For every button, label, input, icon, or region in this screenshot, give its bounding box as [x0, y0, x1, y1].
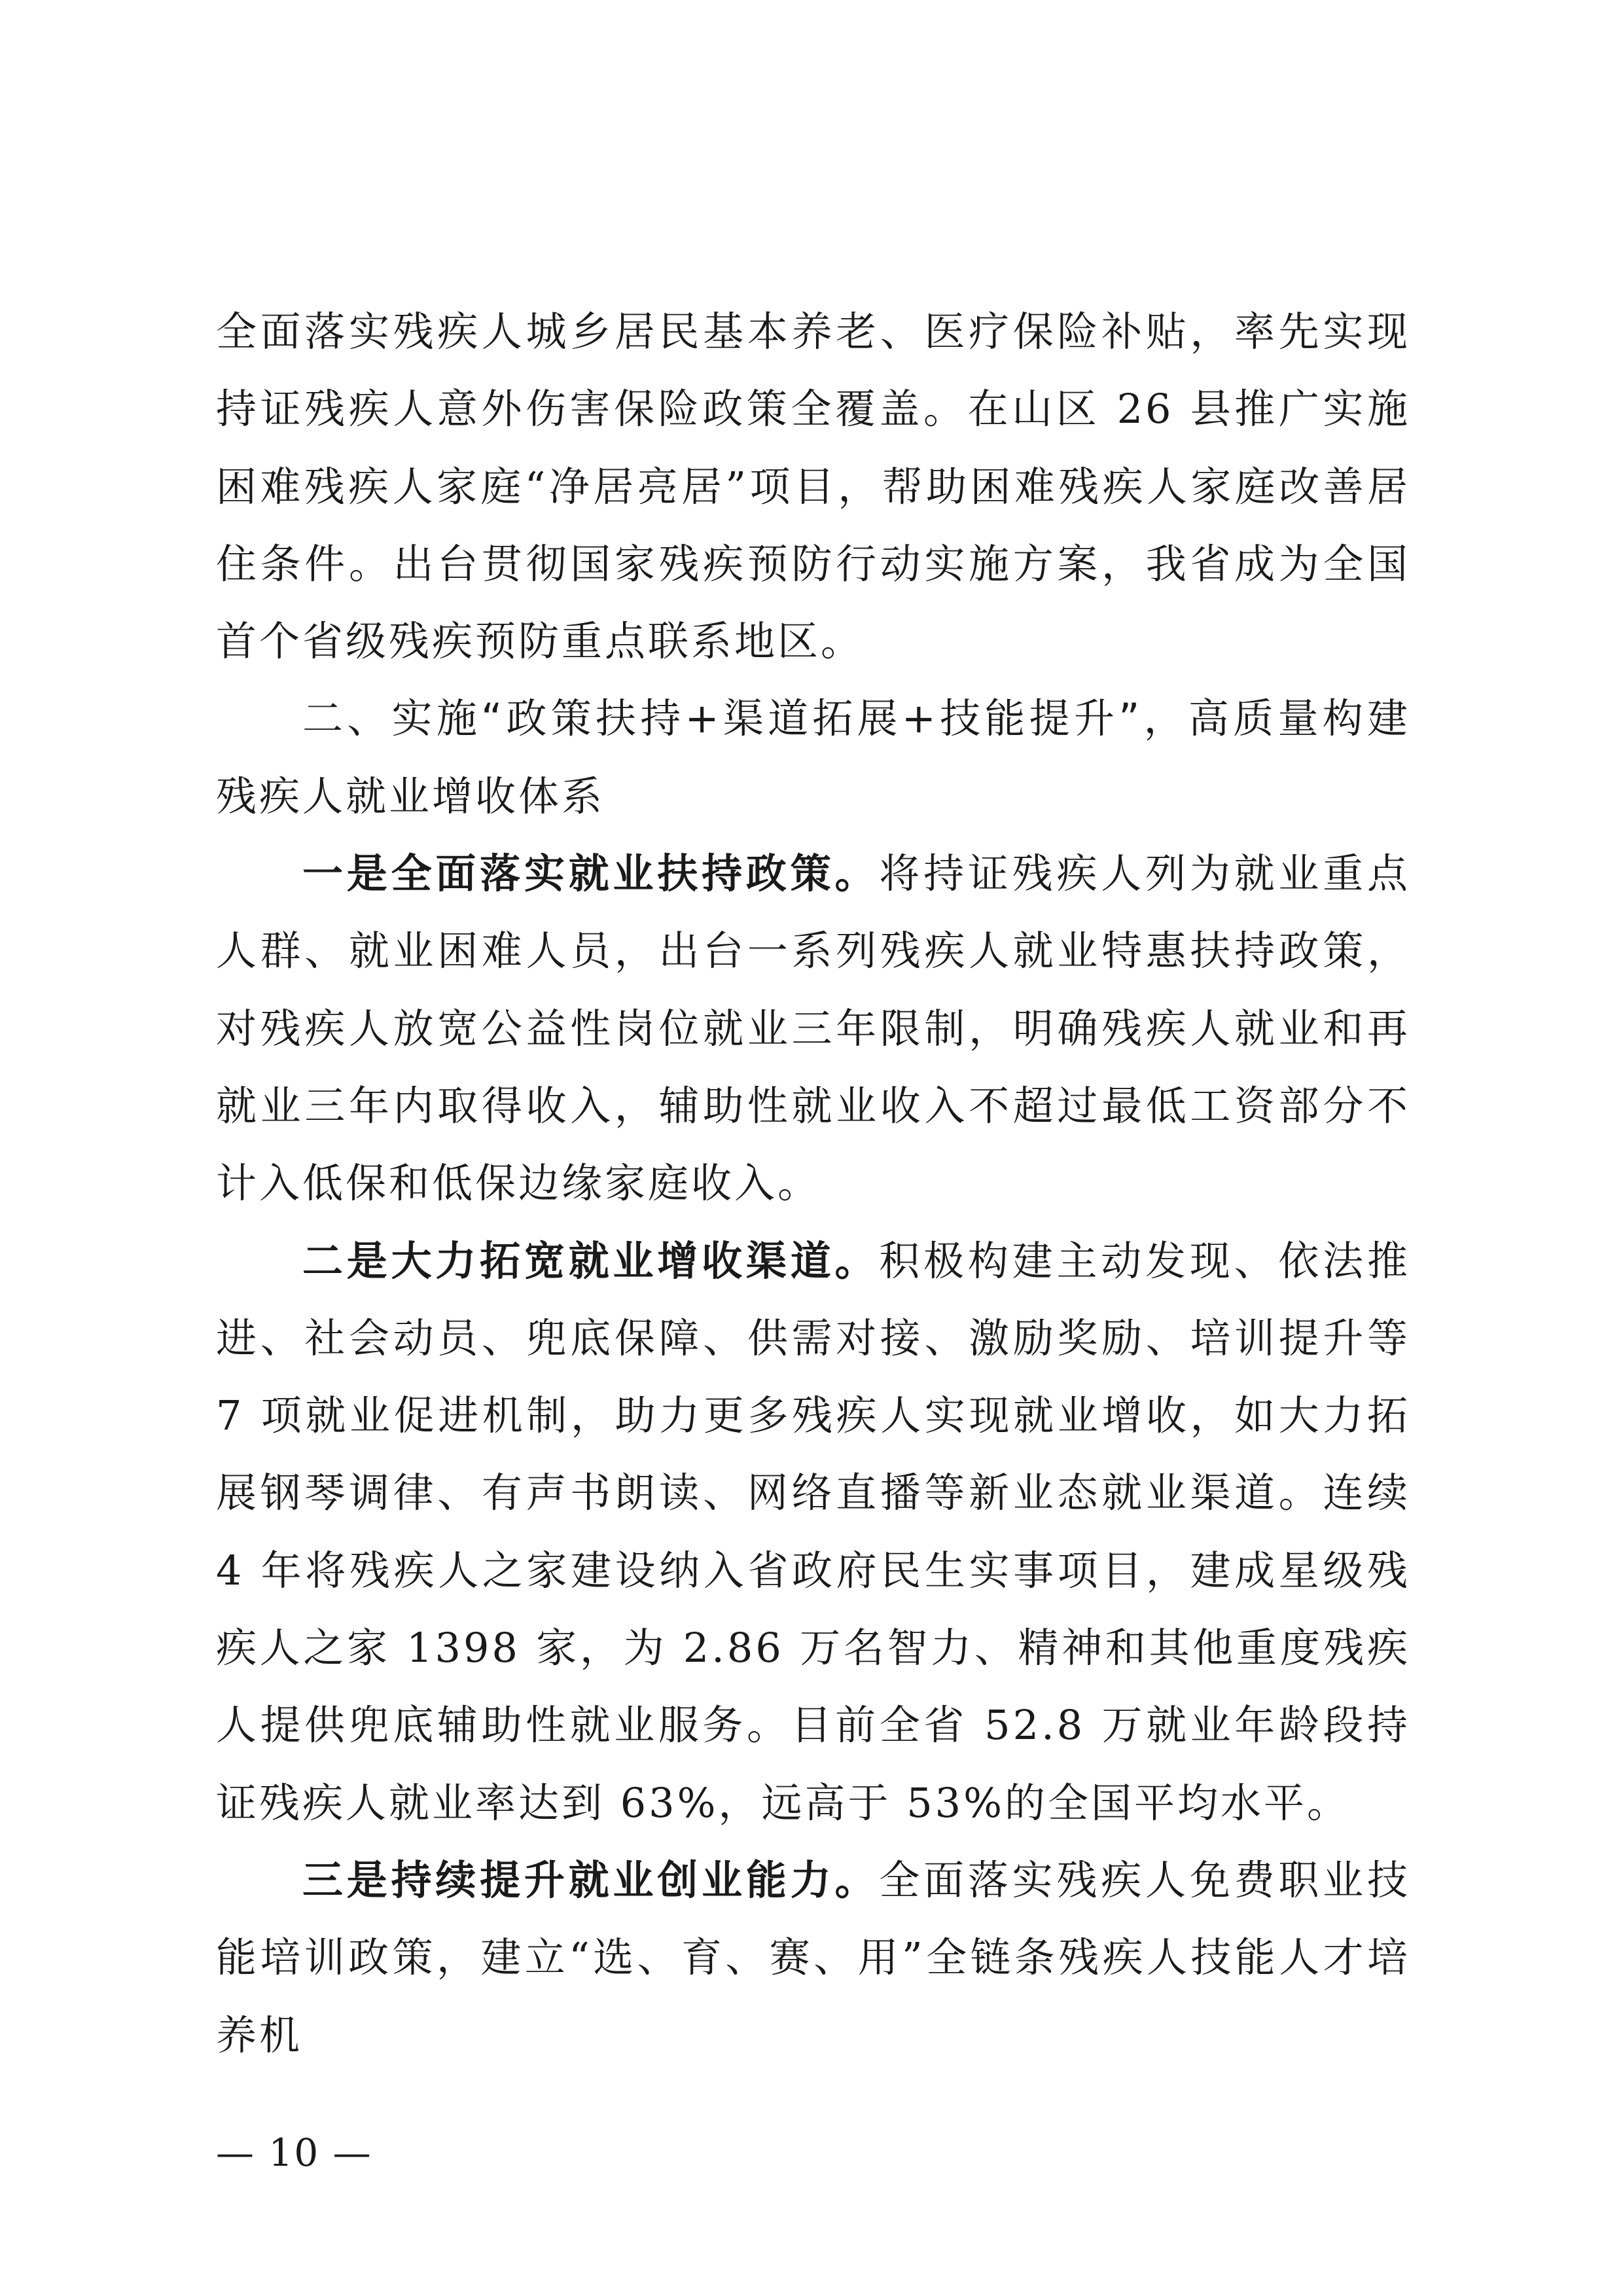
- paragraph-body-employment-policy: 将持证残疾人列为就业重点人群、就业困难人员，出台一系列残疾人就业特惠扶持政策，对残疾人放宽公益性岗位就业三年限制，明确残疾人就业和再就业三年内取得收入，辅助性就业收入不超过最低工资部分不计入低保和低保边缘家庭收入。: [216, 850, 1410, 1208]
- paragraph-lead-employment-policy: 一是全面落实就业扶持政策。: [302, 850, 880, 898]
- paragraph-employment-skills: [216, 1842, 1410, 2074]
- paragraph-body-employment-channels: 积极构建主动发现、依法推进、社会动员、兜底保障、供需对接、激励奖励、培训提升等 7 项就业促进机制，助力更多残疾人实现就业增收，如大力拓展钢琴调律、有声书朗读、网络直播等新业态就业渠道。连续 4 年将残疾人之家建设纳入省政府民生实事项目，建成星级残疾人之家 1398 家，为 2.86 万名智力、精神和其他重度残疾人提供兜底辅助性就业服务。目前全省 52.8 万就业年龄段持证残疾人就业率达到 63%，远高于 53%的全国平均水平。: [216, 1236, 1410, 1827]
- body-text: [216, 293, 1410, 2074]
- paragraph-employment-channels: [216, 1223, 1410, 1842]
- paragraph-body-employment-skills: 全面落实残疾人免费职业技能培训政策，建立“选、育、赛、用”全链条残疾人技能人才培养机: [216, 1856, 1410, 2059]
- paragraph-lead-employment-skills: 三是持续提升就业创业能力。: [302, 1856, 880, 1904]
- paragraph-employment-policy: [216, 835, 1410, 1222]
- section-heading-employment: 二、实施“政策扶持+渠道拓展+技能提升”，高质量构建残疾人就业增收体系: [216, 694, 1410, 820]
- paragraph-insurance-policy: 全面落实残疾人城乡居民基本养老、医疗保险补贴，率先实现持证残疾人意外伤害保险政策全覆盖。在山区 26 县推广实施困难残疾人家庭“净居亮居”项目，帮助困难残疾人家庭改善居住条件。出台贯彻国家残疾预防行动实施方案，我省成为全国首个省级残疾预防重点联系地区。: [216, 308, 1410, 666]
- page-number: — 10 —: [216, 2130, 372, 2175]
- paragraph-lead-employment-channels: 二是大力拓宽就业增收渠道。: [302, 1236, 880, 1285]
